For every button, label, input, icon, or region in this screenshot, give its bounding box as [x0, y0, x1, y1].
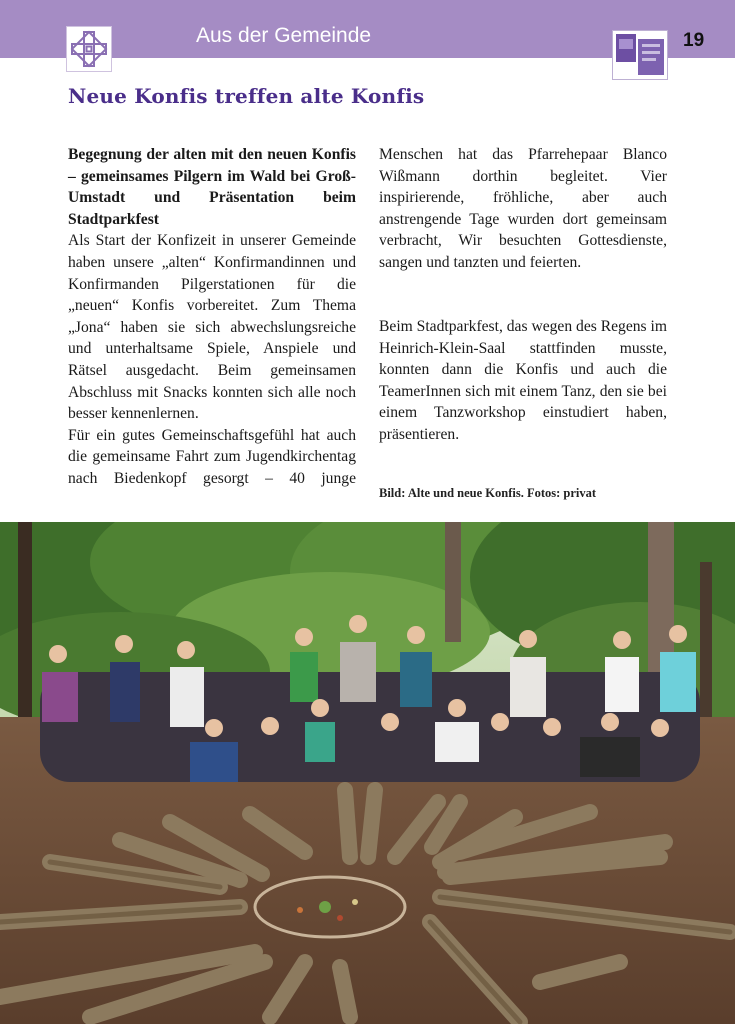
paragraph-1: Als Start der Konfizeit in unserer Gemeinde haben unsere „alten“ Konfirmandinnen und Konfirmanden Pilgerstationen für die „neuen“ Konfis vorbereitet. Zum Thema „Jona“ haben sie sich abwechslungsreiche und unterhaltsame Spiele, Anspiele und Rätsel ausgedacht. Beim gemeinsamen Abschluss mit Snacks konnten sich alle noch besser kennenlernen. — [68, 232, 356, 423]
page-number: 19 — [683, 30, 705, 51]
group-photo — [0, 522, 735, 1024]
paragraph-2: Für ein gutes Gemeinschaftsgefühl hat auch die gemeinsame Fahrt zum Jugendkirchentag nach Biedenkopf gesorgt – 40 junge — [68, 426, 356, 487]
article-subhead: Begegnung der alten mit den neuen Konfis – gemeinsames Pilgern im Wald bei Groß-Umstadt und Präsentation beim Stadtparkfest — [68, 146, 356, 228]
cross-emblem-icon — [66, 26, 112, 72]
photo-caption: Bild: Alte und neue Konfis. Fotos: privat — [379, 486, 597, 500]
section-title: Aus der Gemeinde — [196, 24, 372, 47]
paragraph-2-continued — [379, 144, 667, 316]
text-column-right — [379, 144, 667, 446]
article-title: Neue Konfis treffen alte Konfis — [68, 84, 425, 108]
paragraph-2-overflow: Menschen hat das Pfarrehepaar Blanco Wißmann dorthin begleitet. Vier inspirierende, fröhliche, aber auch anstrengende Tage wurden dort gemeinsam verbracht, Wir besuchten Gottesdienste, sangen und tanzten und feierten. — [379, 145, 667, 271]
text-column-left — [68, 144, 356, 489]
gemeinde-thumbnail-icon — [612, 30, 668, 80]
paragraph-3: Beim Stadtparkfest, das wegen des Regens im Heinrich-Klein-Saal stattfinden musste, konnten dann die Konfis und auch die TeamerInnen sich mit einem Tanz, den sie bei einem Tanzworkshop einstudiert haben, präsentieren. — [379, 318, 667, 443]
